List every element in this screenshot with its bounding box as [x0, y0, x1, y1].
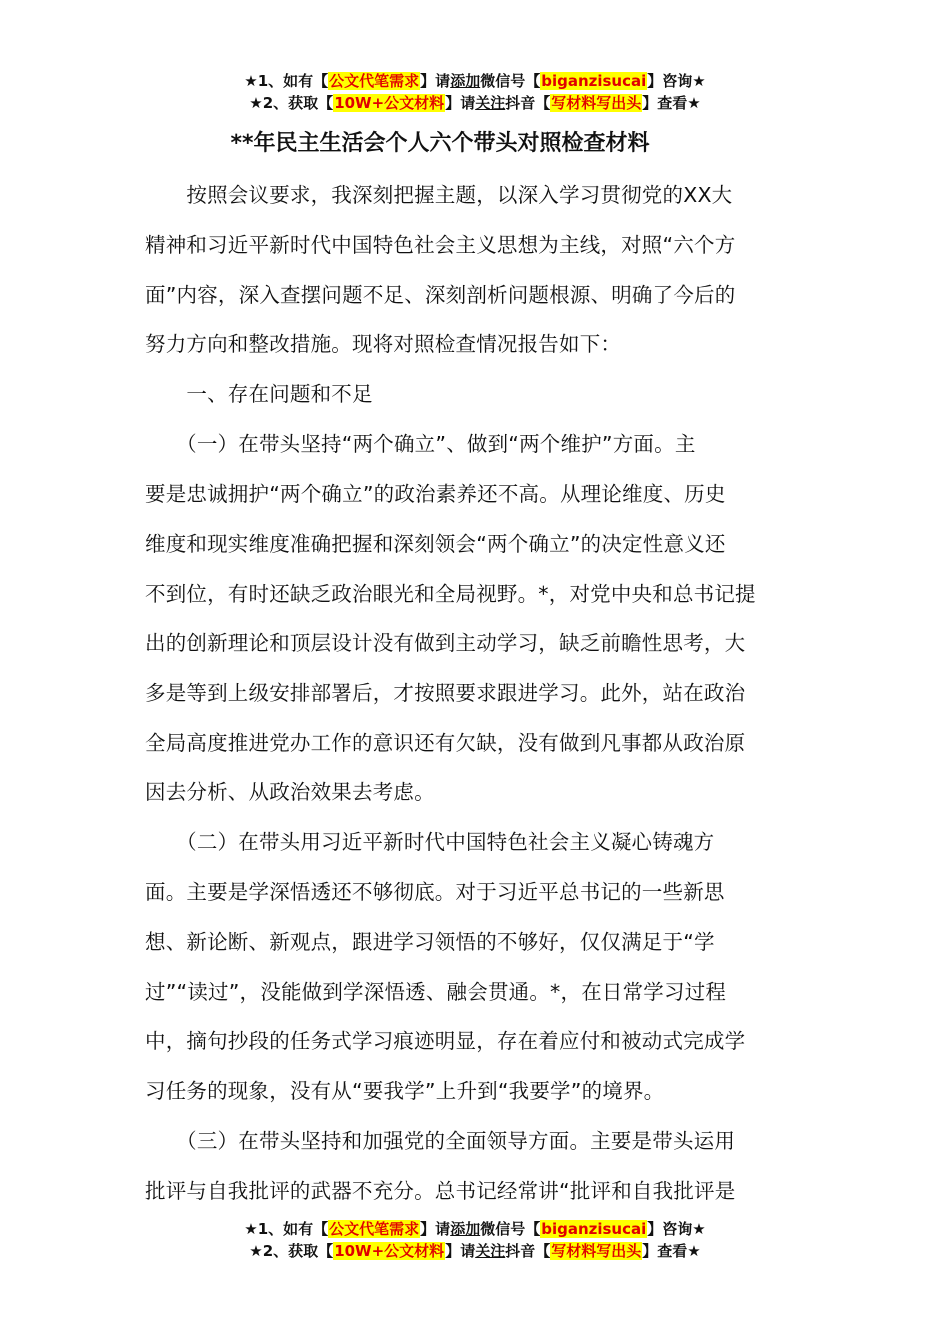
banner-text: 微信号【: [480, 1220, 541, 1238]
banner-text: 】查看★: [642, 1242, 701, 1260]
highlight-materials: 10W+公文材料: [334, 1242, 445, 1260]
body-line: 出的创新理论和顶层设计没有做到主动学习，缺乏前瞻性思考，大: [145, 631, 746, 655]
body-line: 批评与自我批评的武器不充分。总书记经常讲“批评和自我批评是: [145, 1179, 736, 1203]
banner-text: ★2、获取【: [249, 94, 334, 112]
document-title: **年民主生活会个人六个带头对照检查材料: [230, 131, 650, 156]
highlight-wechat-id: biganzisucai: [541, 72, 647, 90]
underlined-text: 添加: [450, 72, 481, 90]
highlight-writing-service: 公文代笔需求: [329, 1220, 420, 1238]
banner-text: ★1、如有【: [244, 1220, 329, 1238]
highlight-wechat-id: biganzisucai: [541, 1220, 647, 1238]
underlined-text: 关注: [475, 1242, 506, 1260]
body-line: 面。主要是学深悟透还不够彻底。对于习近平总书记的一些新思: [145, 880, 725, 904]
underlined-text: 关注: [475, 94, 506, 112]
banner-text: 抖音【: [505, 1242, 551, 1260]
banner-text: 抖音【: [505, 94, 551, 112]
banner-text: 】请: [420, 1220, 451, 1238]
banner-text: 】请: [420, 72, 451, 90]
top-banner: [0, 70, 950, 114]
body-line: 按照会议要求，我深刻把握主题，以深入学习贯彻党的XX大: [145, 183, 733, 207]
body-line: 全局高度推进党办工作的意识还有欠缺，没有做到凡事都从政治原: [145, 731, 746, 755]
banner-text: 】查看★: [642, 94, 701, 112]
bottom-banner: [0, 1218, 950, 1262]
section-heading: 一、存在问题和不足: [145, 382, 373, 406]
highlight-douyin-account: 写材料写出头: [551, 1242, 642, 1260]
banner-line-1: [0, 70, 950, 92]
body-line: 因去分析、从政治效果去考虑。: [145, 780, 435, 804]
body-line: 不到位，有时还缺乏政治眼光和全局视野。*，对党中央和总书记提: [145, 582, 756, 606]
banner-text: 】咨询★: [647, 1220, 706, 1238]
body-line: 过”“读过”，没能做到学深悟透、融会贯通。*，在日常学习过程: [145, 980, 727, 1004]
banner-text: 】请: [445, 1242, 476, 1260]
body-line: 维度和现实维度准确把握和深刻领会“两个确立”的决定性意义还: [145, 532, 726, 556]
banner-text: 】请: [445, 94, 476, 112]
body-line: （三）在带头坚持和加强党的全面领导方面。主要是带头运用: [145, 1129, 736, 1153]
body-line: 努力方向和整改措施。现将对照检查情况报告如下：: [145, 332, 622, 356]
body-line: 多是等到上级安排部署后，才按照要求跟进学习。此外，站在政治: [145, 681, 746, 705]
underlined-text: 添加: [450, 1220, 481, 1238]
body-line: 面”内容，深入查摆问题不足、深刻剖析问题根源、明确了今后的: [145, 283, 736, 307]
body-line: （二）在带头用习近平新时代中国特色社会主义凝心铸魂方: [145, 830, 715, 854]
banner-line-2: [0, 1240, 950, 1262]
highlight-writing-service: 公文代笔需求: [329, 72, 420, 90]
banner-text: 微信号【: [480, 72, 541, 90]
highlight-douyin-account: 写材料写出头: [551, 94, 642, 112]
banner-text: ★2、获取【: [249, 1242, 334, 1260]
body-line: 精神和习近平新时代中国特色社会主义思想为主线，对照“六个方: [145, 233, 736, 257]
banner-text: 】咨询★: [647, 72, 706, 90]
banner-line-1: [0, 1218, 950, 1240]
banner-text: ★1、如有【: [244, 72, 329, 90]
body-line: （一）在带头坚持“两个确立”、做到“两个维护”方面。主: [145, 432, 696, 456]
banner-line-2: [0, 92, 950, 114]
body-line: 要是忠诚拥护“两个确立”的政治素养还不高。从理论维度、历史: [145, 482, 726, 506]
highlight-materials: 10W+公文材料: [334, 94, 445, 112]
body-line: 习任务的现象，没有从“要我学”上升到“我要学”的境界。: [145, 1079, 665, 1103]
body-line: 想、新论断、新观点，跟进学习领悟的不够好，仅仅满足于“学: [145, 930, 715, 954]
body-line: 中，摘句抄段的任务式学习痕迹明显，存在着应付和被动式完成学: [145, 1029, 746, 1053]
